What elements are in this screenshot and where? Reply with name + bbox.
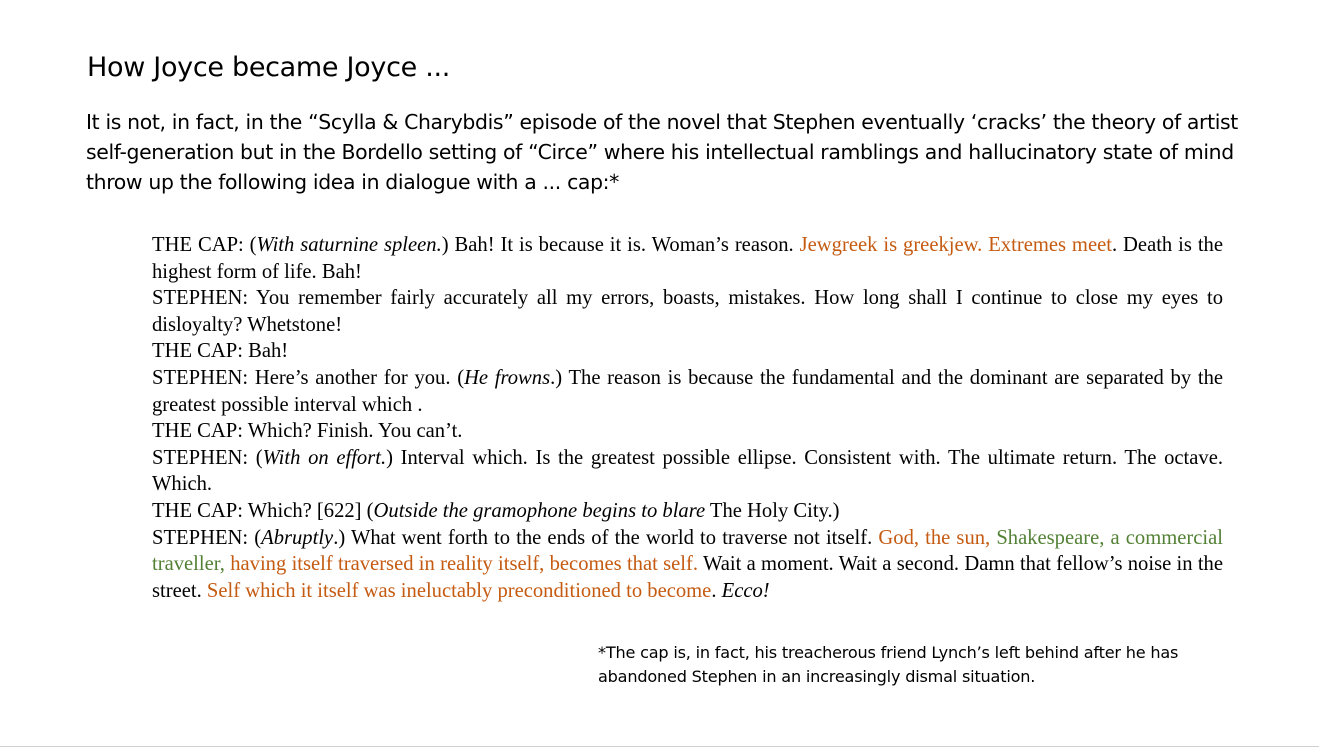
highlighted-text: God, the sun, [878,526,997,549]
highlighted-text: Self which it itself was ineluctably preconditioned to become [206,579,712,602]
dialogue-block [152,232,1223,604]
dialogue-line [152,498,1223,525]
dialogue-line [152,418,1223,445]
stage-direction: He frowns [464,366,551,389]
footnote: *The cap is, in fact, his treacherous friend Lynch’s left behind after he has abandoned Stephen in an increasingly dismal situation. [598,643,1179,686]
speech-text: STEPHEN: You remember fairly accurately all my errors, boasts, mistakes. How long shall I continue to close my eyes to disloyalty? Whetstone! [152,287,1223,336]
stage-direction: Ecco! [721,579,770,602]
speech-text: STEPHEN: ( [152,526,262,549]
highlighted-text: having itself traversed in reality itself, becomes that self. [224,553,699,576]
dialogue-line [152,285,1223,338]
speech-text: STEPHEN: ( [152,446,263,469]
speech-text: Wait a moment. Wait a second. Damn that fellow’s noise in the street. [152,553,1223,602]
speech-text: . Death is the highest form of life. Bah! [152,234,1223,283]
speech-text: THE CAP: ( [152,234,257,256]
slide-bottom-border [0,746,1319,747]
speech-text: THE CAP: Which? Finish. You can’t. [152,420,463,443]
speech-text: .) The reason is because the fundamental and the dominant are separated by the greatest possible interval which . [152,366,1224,416]
speech-text: The Holy City.) [705,499,840,522]
speech-text: STEPHEN: Here’s another for you. ( [152,366,465,389]
highlighted-text: Jewgreek is greekjew. Extremes meet [799,234,1112,256]
dialogue-line [152,232,1223,285]
stage-direction: With saturnine spleen. [256,234,442,256]
speech-text: .) What went forth to the ends of the world to traverse not itself. [333,526,879,549]
dialogue-line [152,525,1223,605]
dialogue-line [152,338,1223,365]
highlighted-text-green: Shakespeare, a commercial traveller, [152,526,1223,576]
speech-text: ) Bah! It is because it is. Woman’s reason. [441,234,800,256]
stage-direction: With on effort. [262,446,387,469]
dialogue-line [152,365,1223,418]
speech-text: THE CAP: Bah! [152,340,289,363]
speech-text: ) Interval which. Is the greatest possible ellipse. Consistent with. The ultimate return. The octave. Which. [152,446,1223,496]
stage-direction: Outside the gramophone begins to blare [373,499,706,522]
speech-text: . [711,579,722,602]
speech-text: THE CAP: Which? [622] ( [152,499,374,522]
intro-paragraph: It is not, in fact, in the “Scylla & Charybdis” episode of the novel that Stephen eventually ‘cracks’ the theory of artist self-generation but in the Bordello setting of “Circe” where his intellectual ramblings and hallucinatory state of mind throw up the following idea in dialogue with a ... cap:* [86,110,1238,194]
dialogue-line [152,445,1223,498]
stage-direction: Abruptly [261,526,334,549]
slide-title: How Joyce became Joyce ... [87,52,451,83]
